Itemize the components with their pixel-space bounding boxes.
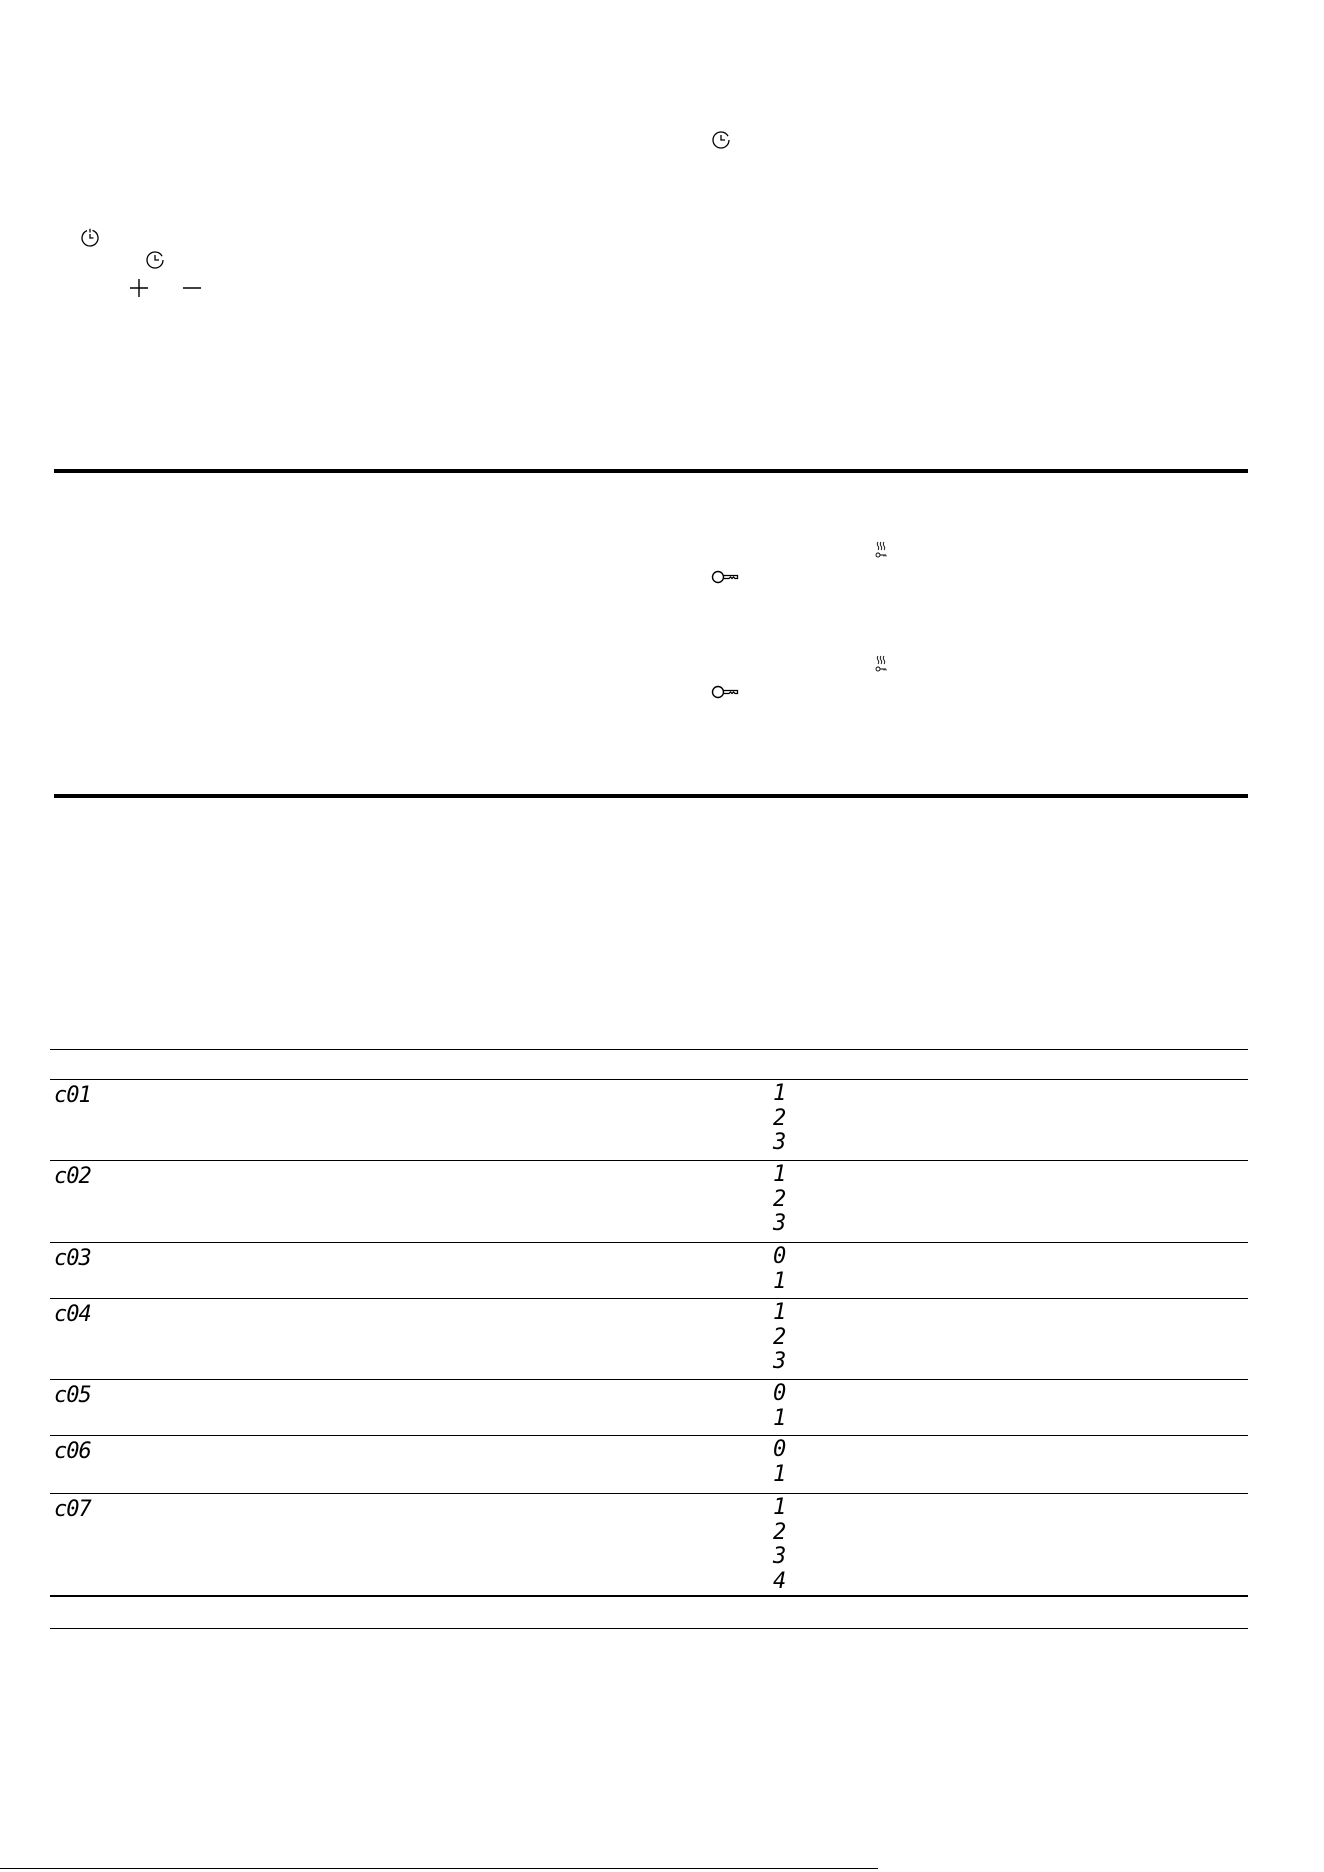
table-bottom-rule bbox=[50, 1628, 1248, 1629]
setting-code: c07 bbox=[54, 1497, 91, 1522]
setting-code: c06 bbox=[54, 1439, 91, 1464]
setting-value: 3 bbox=[773, 1211, 786, 1236]
setting-code: c05 bbox=[54, 1383, 91, 1408]
minus-icon bbox=[182, 278, 202, 298]
setting-values bbox=[773, 1245, 785, 1294]
table-row bbox=[50, 1493, 1248, 1596]
setting-value: 1 bbox=[773, 1300, 786, 1325]
setting-value: 0 bbox=[773, 1244, 786, 1269]
table-body-end-rule bbox=[50, 1595, 1248, 1597]
table-row bbox=[50, 1160, 1248, 1242]
heat-icon bbox=[874, 541, 888, 559]
setting-value: 4 bbox=[773, 1568, 786, 1594]
setting-value: 3 bbox=[773, 1544, 786, 1569]
page-footer-rule bbox=[0, 1868, 878, 1869]
setting-value: 3 bbox=[773, 1349, 786, 1374]
timer-icon bbox=[80, 228, 100, 248]
setting-value: 0 bbox=[773, 1381, 786, 1406]
table-top-rule bbox=[50, 1049, 1248, 1050]
setting-code: c01 bbox=[54, 1083, 91, 1108]
setting-value: 1 bbox=[773, 1495, 786, 1520]
setting-values bbox=[773, 1496, 785, 1594]
table-row bbox=[50, 1379, 1248, 1435]
setting-code: c02 bbox=[54, 1164, 91, 1189]
heat-icon bbox=[874, 655, 888, 673]
setting-value: 1 bbox=[773, 1461, 786, 1487]
setting-values bbox=[773, 1163, 785, 1237]
setting-code: c03 bbox=[54, 1246, 91, 1271]
setting-value: 1 bbox=[773, 1405, 786, 1431]
section-divider bbox=[54, 794, 1248, 798]
table-row bbox=[50, 1079, 1248, 1160]
key-icon bbox=[711, 684, 739, 700]
setting-values bbox=[773, 1438, 785, 1487]
setting-value: 1 bbox=[773, 1268, 786, 1294]
table-row bbox=[50, 1242, 1248, 1298]
table-row bbox=[50, 1435, 1248, 1493]
table-row bbox=[50, 1298, 1248, 1379]
clock-icon bbox=[145, 250, 165, 270]
setting-value: 2 bbox=[773, 1519, 786, 1545]
setting-value: 0 bbox=[773, 1437, 786, 1462]
setting-value: 1 bbox=[773, 1162, 786, 1187]
key-icon bbox=[711, 569, 739, 585]
setting-value: 1 bbox=[773, 1081, 786, 1106]
section-divider bbox=[54, 469, 1248, 473]
setting-values bbox=[773, 1382, 785, 1431]
setting-code: c04 bbox=[54, 1302, 91, 1327]
plus-icon bbox=[129, 278, 149, 298]
setting-values bbox=[773, 1301, 785, 1375]
setting-value: 2 bbox=[773, 1105, 786, 1131]
setting-value: 2 bbox=[773, 1186, 786, 1212]
setting-value: 2 bbox=[773, 1324, 786, 1350]
clock-icon bbox=[711, 130, 731, 150]
setting-value: 3 bbox=[773, 1130, 786, 1155]
setting-values bbox=[773, 1082, 785, 1156]
